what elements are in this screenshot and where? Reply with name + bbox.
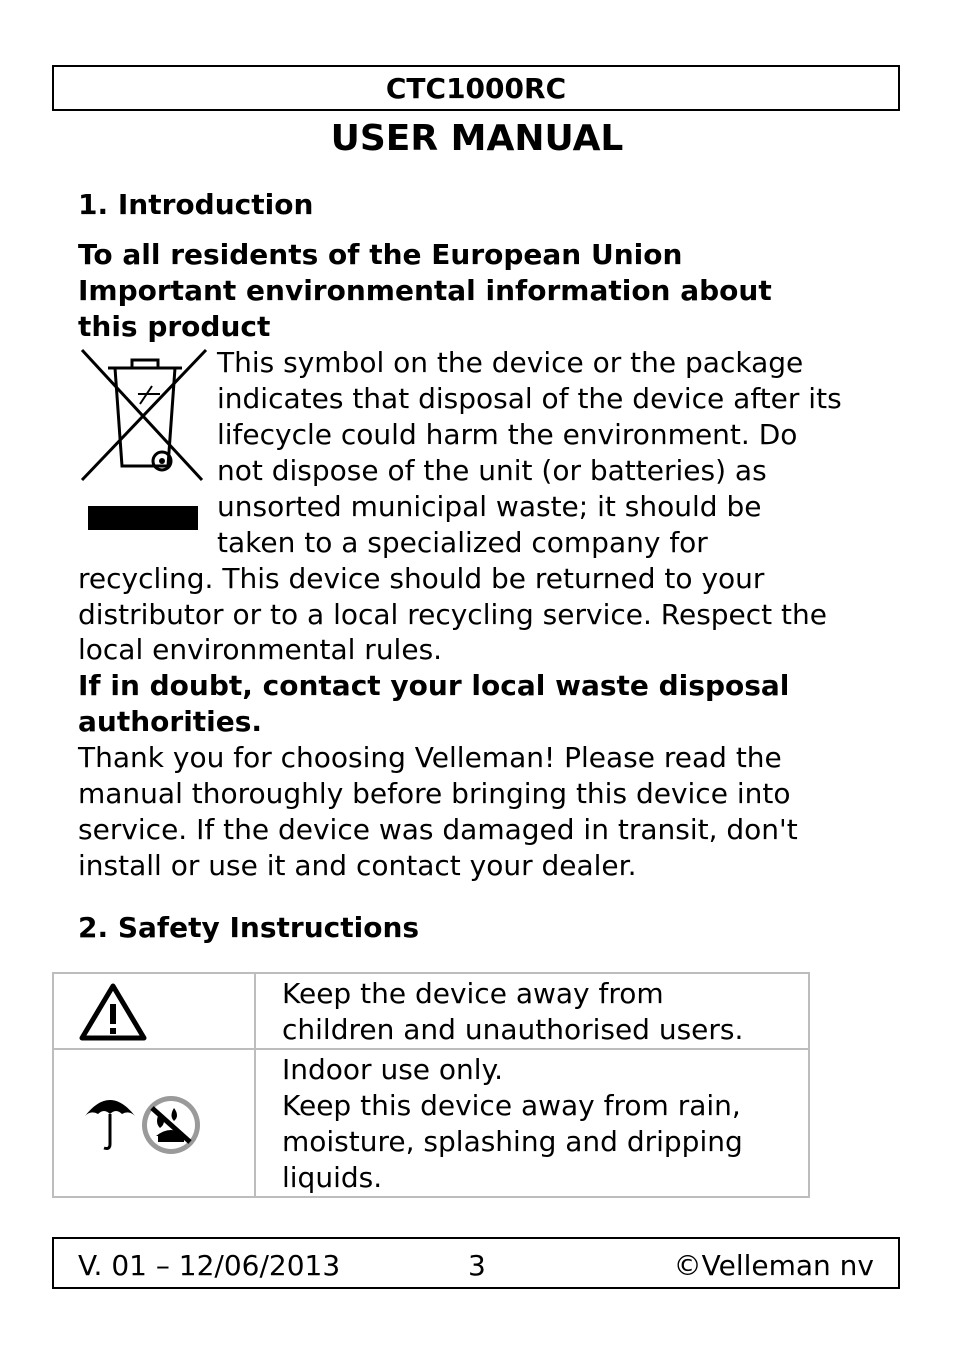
model-name: CTC1000RC bbox=[385, 71, 567, 105]
version-date: V. 01 – 12/06/2013 bbox=[78, 1249, 341, 1282]
thanks-text-line: Thank you for choosing Velleman! Please read the bbox=[78, 741, 782, 774]
symbol-text-line: not dispose of the unit (or batteries) as bbox=[217, 454, 767, 487]
symbol-text-line: lifecycle could harm the environment. Do bbox=[217, 418, 798, 451]
safety-text-line: liquids. bbox=[282, 1161, 383, 1194]
symbol-text-line: taken to a specialized company for bbox=[217, 526, 708, 559]
text-cell bbox=[255, 973, 809, 1049]
section-heading-safety: 2. Safety Instructions bbox=[78, 911, 420, 944]
safety-text-line: moisture, splashing and dripping bbox=[282, 1125, 743, 1158]
eu-heading-line: Important environmental information about bbox=[78, 274, 772, 307]
black-bar bbox=[88, 506, 198, 530]
no-water-icon bbox=[140, 1094, 202, 1156]
thanks-text-line: install or use it and contact your dealer. bbox=[78, 849, 637, 882]
table-row bbox=[53, 1049, 809, 1197]
doubt-text-line: If in doubt, contact your local waste disposal bbox=[78, 669, 790, 702]
symbol-text-line: This symbol on the device or the package bbox=[217, 346, 804, 379]
symbol-text-line: indicates that disposal of the device after its bbox=[217, 382, 842, 415]
text-cell bbox=[255, 1049, 809, 1197]
eu-heading-line: To all residents of the European Union bbox=[78, 238, 683, 271]
crossed-out-bin-icon bbox=[80, 348, 210, 483]
section-heading-introduction: 1. Introduction bbox=[78, 188, 314, 221]
page-number: 3 bbox=[468, 1249, 486, 1282]
doubt-text-line: authorities. bbox=[78, 705, 263, 738]
icon-cell bbox=[53, 1049, 255, 1197]
safety-text-line: Keep the device away from bbox=[282, 977, 664, 1010]
copyright: ©Velleman nv bbox=[673, 1249, 874, 1282]
body-text-line: distributor or to a local recycling service. Respect the bbox=[78, 598, 827, 631]
eu-heading-line: this product bbox=[78, 310, 271, 343]
body-text-line: recycling. This device should be returned to your bbox=[78, 562, 765, 595]
page-footer bbox=[52, 1237, 900, 1289]
thanks-text-line: manual thoroughly before bringing this device into bbox=[78, 777, 791, 810]
page-title: USER MANUAL bbox=[330, 118, 624, 159]
symbol-text-line: unsorted municipal waste; it should be bbox=[217, 490, 762, 523]
safety-text-line: children and unauthorised users. bbox=[282, 1013, 744, 1046]
model-header bbox=[52, 65, 900, 111]
safety-table bbox=[52, 972, 810, 1198]
body-text-line: local environmental rules. bbox=[78, 633, 443, 666]
warning-triangle-icon bbox=[78, 982, 148, 1042]
umbrella-icon bbox=[82, 1090, 138, 1152]
table-row bbox=[53, 973, 809, 1049]
safety-text-line: Indoor use only. bbox=[282, 1053, 504, 1086]
thanks-text-line: service. If the device was damaged in transit, don't bbox=[78, 813, 798, 846]
icon-cell bbox=[53, 973, 255, 1049]
safety-text-line: Keep this device away from rain, bbox=[282, 1089, 741, 1122]
